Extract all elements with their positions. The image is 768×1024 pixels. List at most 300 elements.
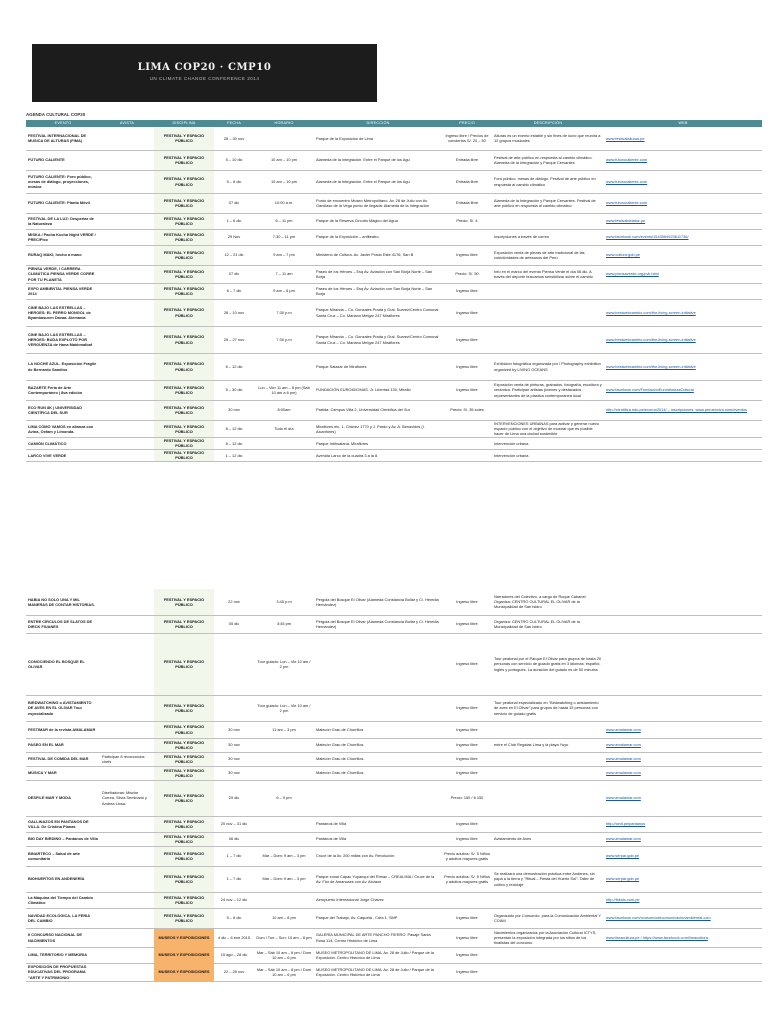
cell-precio: Ingreso libre — [456, 288, 478, 294]
cell-disciplina: FESTIVAL Y ESPACIO PÚBLICO — [154, 170, 214, 193]
cell-horario: 3:45 pm — [276, 621, 292, 627]
cell-evento: La Máquina del Tiempo del Cambio Climático — [28, 894, 93, 905]
cell-direccion: Pérgola del Bosque El Olivar (Alameda Constancia Bollar y Cl. Heredia Hernández) — [316, 618, 439, 629]
cell-precio: Precio: S/. 35 soles — [450, 407, 484, 413]
cell-web[interactable]: www.facebook.com/events/1543564923611736/ — [606, 234, 689, 240]
cell-horario: 10:00 a.m. — [274, 200, 294, 206]
table-row — [26, 170, 762, 193]
cell-disciplina: FESTIVAL Y ESPACIO PÚBLICO — [154, 245, 214, 265]
cell-disciplina: FESTIVAL Y ESPACIO PÚBLICO — [154, 213, 214, 229]
cell-disciplina: MUSEOS Y EXPOSICIONES — [154, 947, 214, 963]
cell-fecha: 24 nov – 12 dic — [220, 897, 248, 903]
cell-web[interactable]: http://cientifica.edu.pe/ecorun2014/ – inscripciones: www.peruenvivo.com/eventos — [606, 407, 748, 413]
cell-artista — [100, 420, 154, 437]
cell-precio: Ingreso libre — [456, 726, 478, 732]
cell-descripcion: Info en el marco del evento Piensa Verde el día 06 dic. A través del deporte buscamos sensibilizar sobre el cambio — [494, 268, 593, 279]
cell-evento: RURAQ MAKI, hecho a mano — [28, 252, 82, 258]
table-row — [26, 738, 762, 752]
cell-horario — [254, 766, 314, 780]
cell-fecha: 30 nov — [228, 407, 240, 413]
cell-evento: LA NOCHE AZUL. Exposición Fragile de Bernardo Sandino — [28, 361, 97, 372]
cell-precio: Ingreso libre — [456, 309, 478, 315]
cell-direccion: Malecón Grau de Chorrillos. — [316, 770, 365, 776]
cell-precio — [442, 437, 492, 449]
cell-direccion: Alameda de la Integración. Entre el Parque de los Agu — [316, 178, 410, 184]
cell-disciplina: FESTIVAL Y ESPACIO PÚBLICO — [154, 832, 214, 846]
cell-descripcion — [492, 816, 604, 832]
cell-evento: EXPOSICIÓN DE PROPUESTAS EDUCATIVAS DEL PROGRAMA "ARTE Y PATRIMONIO — [28, 964, 87, 980]
cell-precio: Precio adultos: S/. 5 Niños y adultos mayores gratis — [444, 873, 490, 884]
table-row — [26, 908, 762, 928]
cell-disciplina: FESTIVAL Y ESPACIO PÚBLICO — [154, 400, 214, 420]
cell-fecha — [214, 695, 254, 721]
table-row — [26, 846, 762, 866]
table-row — [26, 928, 762, 947]
cell-fecha — [214, 633, 254, 695]
cell-direccion: Parque Miranda – Co. Gonzales Prada y Gral. Suarez/Centro Comunal Santa Cruz – Co. Mariano Melgar 247 Miraflores — [316, 334, 439, 345]
cell-direccion — [314, 633, 442, 695]
cell-fecha: 28 – 30 nov — [223, 135, 245, 141]
cell-web[interactable]: www.cultura.gob.pe — [606, 252, 640, 258]
cell-web — [604, 633, 762, 695]
cell-evento: LIMA CÓMO VAMOS en alianza con Avina, Oxfam y Limonda. — [28, 423, 94, 434]
cell-precio: Ingreso libre — [456, 387, 478, 393]
cell-precio: Precio adultos: S/. 5 Niños y adultos mayores gratis — [444, 850, 490, 861]
banner-title: LIMA COP20 · CMP10 — [137, 62, 272, 73]
cell-precio: Entrada libre — [455, 200, 479, 206]
cell-evento: BAZARTE Feria de Arte Contemporáneo | 8va edición — [28, 384, 83, 395]
cell-web[interactable]: www.bestwebcambio.com/the-living-screen-initiative — [606, 363, 696, 369]
cell-horario: 11 am – 3 pm — [272, 726, 296, 732]
cell-descripcion: Nacimientos organizados por la Asociación Cultural ICTYS, presentan la exposición integrada por los sitios de los finalistas del concurso — [494, 929, 597, 946]
cell-evento: FUTURO CALIENTE: Planta Móvil — [28, 200, 90, 206]
cell-artista — [100, 150, 154, 170]
table-row — [26, 213, 762, 229]
cell-direccion: Cruce de la Av. 200 millas con Av. Revolución — [316, 853, 395, 859]
cell-fecha: 22 nov — [228, 599, 240, 605]
cell-fecha: 30 nov — [228, 742, 240, 748]
cell-evento: LIMA, TERRITORIO Y MEMORIA — [28, 952, 88, 958]
cell-descripcion — [492, 721, 604, 738]
table-row — [26, 892, 762, 908]
agenda-table-1 — [26, 120, 762, 462]
banner-subtitle: UN CLIMATE CHANGE CONFERENCE 2014 — [149, 76, 260, 81]
cell-artista — [100, 633, 154, 695]
cell-precio — [442, 449, 492, 461]
cell-precio: Ingreso libre — [456, 934, 478, 940]
cell-descripcion: Exposición venta de pinturas, grabados, fotografía, escultura y cerámica. Participan artistas jóvenes y destacados representantes de la plástica contemporánea local — [494, 382, 602, 398]
table-row — [26, 380, 762, 400]
cell-artista — [100, 193, 154, 213]
cell-precio — [442, 892, 492, 908]
cell-descripcion: Tour peatonal por el Parque El Olivar para grupos de hasta 20 personas con servicio de guiado gratis en 3 idiomas: español, inglés y portugués. La duración del guiado es de 50 minutos — [494, 656, 602, 672]
cell-web[interactable]: http://cinti.pe/pantanos — [606, 821, 646, 827]
cell-web[interactable]: www.serpar.gob.pe — [606, 876, 640, 882]
cell-evento: FUTURO CALIENTE: Foro público, mesas de diálogo, proyecciones, música — [28, 173, 92, 190]
cell-disciplina: MUSEOS Y EXPOSICIONES — [154, 963, 214, 981]
cell-direccion: Malecón Grau de Chorrillos. — [316, 756, 365, 762]
cell-descripcion: Organizado por Consorcio: para la Comunicación Ambiental Y COAM — [494, 912, 601, 923]
cell-horario: 9 am – 7 pm — [273, 252, 295, 258]
cell-web[interactable]: www.amalamar.com — [606, 756, 641, 762]
header-artista: AVISTA — [100, 120, 154, 127]
cell-horario: 7 – 11 am — [275, 271, 293, 277]
cell-artista — [100, 832, 154, 846]
cell-evento: EXPO AMBIENTAL PIENSA VERDE 2014 — [28, 285, 93, 296]
table-row — [26, 780, 762, 816]
header-fecha: FECHA — [214, 120, 254, 127]
cell-fecha: 20 nov – 31 dic — [220, 821, 248, 827]
cell-precio: Ingreso libre — [456, 621, 478, 627]
cell-precio: Precio: S/. 4 — [456, 218, 478, 224]
cell-artista: Participan 8 reconocidos chefs — [102, 753, 145, 764]
header-direccion: DIRECCIÓN — [314, 120, 442, 127]
cell-evento: PIENSA VERDE, I CARRERA CLIMÁTICA PIENSA VERDE CORRE POR TU PLANETA — [28, 266, 95, 282]
cell-web — [604, 449, 762, 461]
cell-fecha: 06 dic — [228, 836, 240, 842]
cell-disciplina: FESTIVAL Y ESPACIO PÚBLICO — [154, 738, 214, 752]
cell-web[interactable]: www.amalamar.com — [606, 726, 641, 732]
cell-descripcion: Alameda de la Integración y Parque Cervantes. Festival de arte público en respuesta al cambio climático — [494, 197, 596, 208]
cell-web — [604, 589, 762, 615]
header-web: WEB — [604, 120, 762, 127]
cell-direccion: Parque zonal Cápac Yupanqui del Rímac – CREALIMA / Cruce de la Av. Flor de Amancaes con Av. Alcázar — [316, 873, 435, 884]
cell-web[interactable]: www.facebook.com/FundacionEuroidiomasCultural — [606, 387, 694, 393]
cell-horario: Lun – Vier 11 am – 8 pm (Sab 10 am a 6 pm) — [258, 384, 310, 395]
cell-direccion: Paseo de los Héroes – Esq Av. Aviación con San Borja Norte – San Borja — [316, 268, 433, 279]
cell-fecha: 5 – 8 dic — [226, 915, 242, 921]
cell-fecha: 22 – 28 nov — [223, 969, 245, 975]
cell-evento: CINE BAJO LAS ESTRELLAS – HEROES: BUDA EXPLOTÓ POR VERGÜENZA de Hana Makhmalbaf — [28, 331, 93, 348]
header-precio: PRECIO — [442, 120, 492, 127]
cell-disciplina: FESTIVAL Y ESPACIO PÚBLICO — [154, 892, 214, 908]
cell-disciplina: FESTIVAL Y ESPACIO PÚBLICO — [154, 816, 214, 832]
cell-evento: FESTIVAL DE LA LUZ: Despertar de la Naturaleza — [28, 215, 94, 226]
table-row — [26, 816, 762, 832]
cell-evento: FUTURO CALIENTE — [28, 157, 65, 163]
cell-disciplina: FESTIVAL Y ESPACIO PÚBLICO — [154, 353, 214, 380]
cell-fecha: 8 – 12 dic — [225, 426, 243, 432]
cell-web — [604, 695, 762, 721]
cell-direccion: Partida: Campus Villa 2, Universidad Científica del Sur — [316, 407, 410, 413]
cell-evento: FESTIMAR de la revista AMALAMAR — [28, 726, 96, 732]
cell-descripcion — [492, 892, 604, 908]
cell-direccion — [314, 695, 442, 721]
cell-fecha: 1 – 12 dic — [225, 452, 243, 458]
table-row — [26, 766, 762, 780]
agenda-table-2 — [26, 589, 762, 982]
cell-precio: Ingreso libre / Precios de conciertos S/. 20 – 50 — [445, 133, 489, 144]
cell-horario — [254, 816, 314, 832]
cell-disciplina: FESTIVAL Y ESPACIO PÚBLICO — [154, 380, 214, 400]
cell-direccion: Punto de encuentro Museo Metropolitano. Av. 28 de Julio con Av. Garcilaso de la Vega punto de llegada: Alameda de la Integración — [316, 197, 429, 208]
cell-horario: Tour guiado: Lun – Vie 10 am / 2 pm — [257, 702, 311, 713]
cell-web — [604, 615, 762, 633]
cell-horario: 3:45 p.m — [276, 599, 292, 605]
cell-disciplina: FESTIVAL Y ESPACIO PÚBLICO — [154, 780, 214, 816]
cell-artista — [100, 963, 154, 981]
cell-evento: CONOCIENDO EL BOSQUE EL OLIVAR — [28, 658, 85, 669]
table-row — [26, 229, 762, 245]
cell-web[interactable]: www.piensaverde.org/pvk.html — [606, 271, 659, 277]
cell-precio: Precio: 150 / 6 150 — [450, 795, 484, 801]
cell-disciplina: FESTIVAL Y ESPACIO PÚBLICO — [154, 846, 214, 866]
cell-artista — [100, 892, 154, 908]
cell-evento: HABIA NO SOLO UNA Y MIL MANERAS DE CONTAR HISTORIAS. — [28, 596, 95, 607]
cell-horario — [254, 353, 314, 380]
cell-evento: PASEO EN EL MAR — [28, 742, 64, 748]
cell-fecha: 28 – 10 nov — [223, 309, 245, 315]
cell-disciplina: FESTIVAL Y ESPACIO PÚBLICO — [154, 721, 214, 738]
cell-disciplina: FESTIVAL Y ESPACIO PÚBLICO — [154, 766, 214, 780]
cell-artista — [100, 846, 154, 866]
cell-web[interactable]: www.festivaldelaluz.pe — [606, 218, 646, 224]
cell-direccion: Miraflores etc. 1. Chávez 1770 y J. Pardo y Av. A. Benavides (I. Alcanfores) — [316, 423, 425, 434]
cell-descripcion: Avistamiento de Aves — [494, 836, 532, 842]
cell-direccion: Malecón Grau de Chorrillos. — [316, 742, 365, 748]
cell-web[interactable]: www.amalamar.com — [606, 742, 641, 748]
cell-artista — [100, 213, 154, 229]
header-evento: EVENTO — [26, 120, 100, 127]
cell-disciplina: FESTIVAL Y ESPACIO PÚBLICO — [154, 695, 214, 721]
cell-direccion: GALERÍA MUNICIPAL DE ARTE PANCHO FIERRO. Pasaje Santa Rosa 114, Centro Histórico de Lima — [316, 932, 431, 943]
cell-web[interactable]: www.bestwebcambio.com/the-living-screen-initiative — [606, 309, 696, 315]
cell-evento: BIOHUERTOS EN ANDENERÍA — [28, 876, 85, 882]
cell-precio: Ingreso libre — [456, 756, 478, 762]
cell-disciplina: FESTIVAL Y ESPACIO PÚBLICO — [154, 229, 214, 245]
cell-evento: LARCO VIVE VERDE — [28, 452, 67, 458]
cell-descripcion: Intervención urbana — [494, 440, 529, 446]
cell-web[interactable]: www.bestwebcambio.com/the-living-screen-initiative — [606, 336, 696, 342]
cell-precio: Entrada libre — [455, 157, 479, 163]
cell-horario: 7:30 – 11 pm — [272, 234, 296, 240]
table-row — [26, 633, 762, 695]
cell-artista — [100, 947, 154, 963]
cell-precio: Ingreso libre — [456, 952, 478, 958]
cell-direccion: MUSEO METROPOLITANO DE LIMA. Av. 28 de Julio / Parque de la Exposición. Centro Histórico de Lima — [316, 966, 434, 977]
cell-fecha: 15 ago – 28 dic — [220, 952, 248, 958]
cell-web[interactable]: www.serpar.gob.pe — [606, 853, 640, 859]
cell-fecha: 30 nov — [228, 756, 240, 762]
table-row — [26, 721, 762, 738]
cell-descripcion — [492, 846, 604, 866]
cell-descripcion — [492, 283, 604, 299]
cell-fecha: 25 – 27 nov — [223, 336, 245, 342]
cell-direccion: MUSEO METROPOLITANO DE LIMA. Av. 28 de Julio / Parque de la Exposición. Centro Histórico de Lima — [316, 949, 434, 960]
cell-horario: 9 am – 6 pm — [273, 288, 295, 294]
cell-direccion: Parque Salazar de Miraflores — [316, 363, 367, 369]
cell-descripcion — [492, 766, 604, 780]
header-horario: HORARIO — [254, 120, 314, 127]
cell-disciplina: FESTIVAL Y ESPACIO PÚBLICO — [154, 752, 214, 766]
cell-disciplina: FESTIVAL Y ESPACIO PÚBLICO — [154, 420, 214, 437]
cell-web[interactable]: www.futurocaliente.com — [606, 157, 648, 163]
cell-evento: BIRDWATCHING o AVISTAMIENTO DE AVES EN EL OLIVAR Tour especializado — [28, 700, 92, 716]
cell-precio — [442, 229, 492, 245]
cell-disciplina: FESTIVAL Y ESPACIO PÚBLICO — [154, 866, 214, 892]
cell-precio: Ingreso libre — [456, 336, 478, 342]
cell-artista — [100, 353, 154, 380]
cell-precio: Ingreso libre — [456, 969, 478, 975]
cell-artista — [100, 245, 154, 265]
cell-artista — [100, 738, 154, 752]
cell-disciplina: FESTIVAL Y ESPACIO PÚBLICO — [154, 326, 214, 353]
cell-horario: 7:30 p.m — [276, 336, 292, 342]
table-row — [26, 400, 762, 420]
cell-artista — [100, 908, 154, 928]
cell-web[interactable]: www.amalamar.com — [606, 836, 641, 842]
cell-fecha: 5 – 10 dic — [225, 157, 243, 163]
cell-direccion: Parque de la Exposición de Lima — [316, 135, 373, 141]
cell-web[interactable]: www.futurocaliente.com — [606, 200, 648, 206]
cell-evento: BINARTECO – Salud de arte comunitario — [28, 850, 80, 861]
cell-direccion: Alameda de la Integración. Entre el Parque de los Agu — [316, 157, 410, 163]
cell-direccion: Avenida Larco de la cuadra 3 a la 8 — [316, 452, 378, 458]
cell-precio: Ingreso libre — [456, 705, 478, 711]
cell-disciplina: FESTIVAL Y ESPACIO PÚBLICO — [154, 127, 214, 150]
table-row — [26, 963, 762, 981]
cell-horario: Mar – Sáb 10 am – 8 pm / Dom 10 am – 6 pm — [256, 966, 312, 977]
cell-descripcion: INTERVENCIONES URBANAS para activar y generar nuevo espacio público con el objetivo de mostrar que es posible hacer de Lima una ciudad sostenible — [494, 421, 600, 437]
cell-fecha: 5 – 8 dic — [226, 178, 242, 184]
cell-artista — [100, 449, 154, 461]
cell-evento: DESFILE MAR Y MODA — [28, 795, 71, 801]
cell-descripcion: Inscripciones a través de correo — [494, 234, 550, 240]
cell-artista — [100, 326, 154, 353]
header-descripcion: DESCRIPCIÓN — [492, 120, 604, 127]
cell-artista — [100, 229, 154, 245]
cell-disciplina: FESTIVAL Y ESPACIO PÚBLICO — [154, 589, 214, 615]
cell-descripcion — [492, 213, 604, 229]
cell-web[interactable]: www.amalamar.com — [606, 770, 641, 776]
cell-artista — [100, 928, 154, 947]
cell-evento: ENTRE CÍRCULOS DE SLATOS DE DIRCK FIUANES — [28, 618, 93, 629]
cell-precio: Ingreso libre — [456, 252, 478, 258]
cell-disciplina: FESTIVAL Y ESPACIO PÚBLICO — [154, 283, 214, 299]
cell-artista — [100, 299, 154, 326]
cell-web — [604, 283, 762, 299]
cell-fecha: 4 dic – 6 ene 2015 — [217, 934, 251, 940]
cell-evento: FESTIVAL INTERNACIONAL DE MUSICA DE ALTURAS (FIMA) — [28, 133, 87, 144]
cell-direccion: Parque de la Reserva Circuito Mágico del Agua — [316, 218, 398, 224]
cell-direccion: Parque de la Exposición – anfiteatro. — [316, 234, 380, 240]
cell-direccion — [314, 780, 442, 816]
cell-precio: Entrada libre — [455, 178, 479, 184]
agenda-title: AGENDA CULTURAL COP20 — [26, 112, 86, 117]
cell-direccion: Ministerio de Cultura. Av. Javier Prado Este 4176, San B — [316, 252, 414, 258]
cell-precio: Ingreso libre — [456, 836, 478, 842]
cell-disciplina: FESTIVAL Y ESPACIO PÚBLICO — [154, 150, 214, 170]
table-row — [26, 150, 762, 170]
cell-horario: 6 – 11 pm — [275, 218, 293, 224]
cell-web[interactable]: www.festivalalturas.pe — [606, 135, 645, 141]
cell-artista — [100, 265, 154, 283]
cell-web[interactable]: www.limacultura.pe / https://www.facebook.com/limacultura — [606, 934, 708, 940]
cell-fecha: 07 dic — [228, 271, 240, 277]
cell-descripcion — [492, 752, 604, 766]
cell-fecha: 5 – 30 dic — [225, 387, 243, 393]
cell-web — [604, 963, 762, 981]
table-row — [26, 695, 762, 721]
table-row — [26, 866, 762, 892]
cell-disciplina: FESTIVAL Y ESPACIO PÚBLICO — [154, 633, 214, 695]
cell-artista — [100, 721, 154, 738]
cell-horario — [254, 832, 314, 846]
cell-fecha: 8 – 12 dic — [225, 440, 243, 446]
cell-direccion: Pantanos de Villa — [316, 836, 347, 842]
table-row — [26, 245, 762, 265]
cell-horario: Dom / Tue – Sun: 10 am – 8 pm — [256, 934, 312, 940]
cell-evento: NAVIDAD ECOLÓGICA. LA FERIA DEL CAMBIO — [28, 912, 90, 923]
cell-web[interactable]: www.futurocaliente.com — [606, 178, 648, 184]
cell-horario: 6 – 9 pm — [276, 795, 292, 801]
cell-descripcion: Exhibición fotográfica organizada por / Photography exhibition organized by LIVING OCEANS — [494, 361, 601, 372]
table-row — [26, 283, 762, 299]
cell-disciplina: FESTIVAL Y ESPACIO PÚBLICO — [154, 449, 214, 461]
cell-artista: Diseñadoras: Mische Correa, Silvia Seminario y Andrea Llosa. — [102, 790, 147, 806]
cell-horario: Todo el día — [274, 426, 294, 432]
cell-web — [604, 437, 762, 449]
cell-precio: Ingreso libre — [456, 661, 478, 667]
cell-precio: Ingreso libre — [456, 599, 478, 605]
cell-fecha: 12 – 21 dic — [224, 252, 244, 258]
cell-evento: II CONCURSO NACIONAL DE NACIMIENTOS — [28, 932, 82, 943]
table-row — [26, 589, 762, 615]
header-disciplina: DISCIPLINA — [154, 120, 214, 127]
table-row — [26, 193, 762, 213]
cell-direccion: Aeropuerto Internacional Jorge Chávez — [316, 897, 384, 903]
cell-evento: FESTIVAL DE COMIDA DEL MAR — [28, 756, 89, 762]
cell-horario — [254, 738, 314, 752]
cell-descripcion: Festival de arte público en respuesta al cambio climático. Alameda de la Integración y Parque Cervantes — [494, 154, 593, 165]
cell-descripcion — [492, 400, 604, 420]
cell-horario: 7:30 p.m — [276, 309, 292, 315]
cell-disciplina: FESTIVAL Y ESPACIO PÚBLICO — [154, 615, 214, 633]
cell-descripcion: entre el Club Regatas Lima y la playa Yuyo — [494, 742, 569, 748]
cell-evento: ECO RUN 8K | UNIVERSIDAD CIENTÍFICA DEL SUR — [28, 404, 83, 415]
cell-descripcion: Narradores del Colectivo, a cargo de Roque Cabanel. Organiza: CENTRO CULTURAL EL OLIVAR de la Municipalidad de San Isidro — [494, 594, 587, 610]
cell-fecha: 30 nov — [228, 726, 240, 732]
table-row — [26, 127, 762, 150]
cell-horario — [254, 752, 314, 766]
cell-disciplina: FESTIVAL Y ESPACIO PÚBLICO — [154, 908, 214, 928]
table-row — [26, 420, 762, 437]
cell-horario: Tour guiado: Lun – Vie 10 am / 2 pm — [257, 658, 311, 669]
cell-artista — [100, 283, 154, 299]
cell-disciplina: FESTIVAL Y ESPACIO PÚBLICO — [154, 299, 214, 326]
cell-evento: BIG DAY BIRDING – Pantanos de Villa — [28, 836, 98, 842]
cell-web[interactable]: http://lbkids.com.pe — [606, 897, 640, 903]
cop20-banner — [32, 44, 377, 102]
cell-direccion: Parque Intihuatana. Miraflores — [316, 440, 369, 446]
cell-direccion: Parque del Trabajo, Av. Caquetá , Cdra 1, SMP — [316, 915, 398, 921]
cell-descripcion: Organiza: CENTRO CULTURAL EL OLIVAR de la Municipalidad de San Isidro — [494, 618, 580, 629]
cell-precio: Ingreso libre — [456, 770, 478, 776]
cell-web[interactable]: www.amalamar.com — [606, 795, 641, 801]
cell-web[interactable]: www.facebook.com/consorciodecomunicacionambiental.com — [606, 915, 711, 921]
table-row — [26, 265, 762, 283]
cell-fecha: 29 Nov — [227, 234, 241, 240]
cell-horario: 10 am – 10 pm — [271, 178, 297, 184]
cell-descripcion: Foro público: mesas de diálogo. Festival de arte público en respuesta al cambio climático — [494, 176, 596, 187]
cell-disciplina: FESTIVAL Y ESPACIO PÚBLICO — [154, 265, 214, 283]
cell-direccion: Parque Miranda – Co. Gonzales Prada y Gral. Suarez/Centro Comunal Santa Cruz – Co. Mariano Melgar 247 Miraflores — [316, 307, 439, 318]
table-row — [26, 752, 762, 766]
cell-horario: Mar – Dom: 9 am – 3 pm — [262, 853, 306, 859]
table-row — [26, 615, 762, 633]
cell-precio — [442, 420, 492, 437]
cell-evento: MÚSICA Y MAR — [28, 770, 57, 776]
